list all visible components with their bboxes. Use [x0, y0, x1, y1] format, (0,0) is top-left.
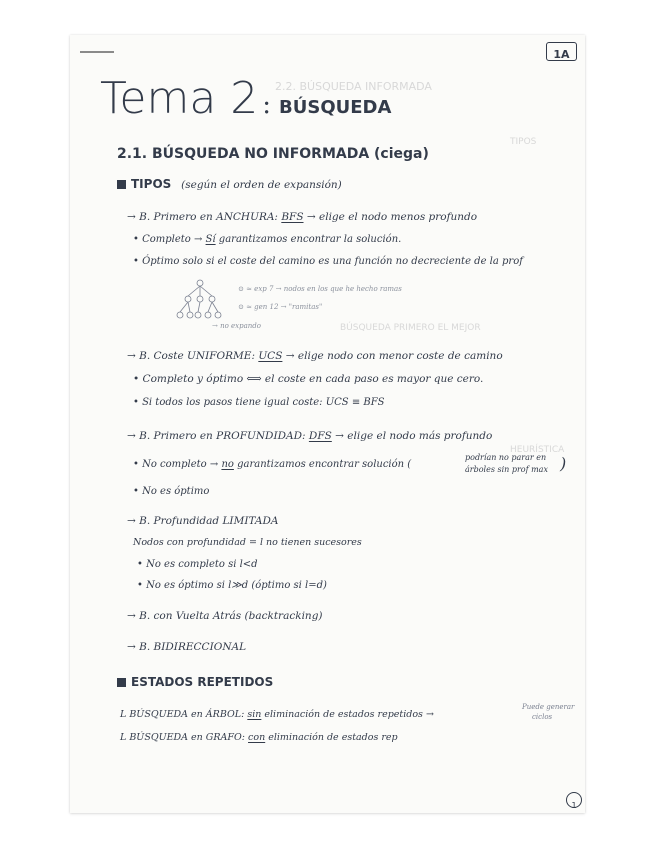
limitada-title: → B. Profundidad LIMITADA [127, 515, 279, 527]
dfs-note-1: podrían no parar en [465, 453, 547, 462]
ucs-note-1: • Completo y óptimo ⟺ el coste en cada paso es mayor que cero. [133, 373, 484, 385]
diagram-note-exp: ⊙ ≈ exp 7 → nodos en los que he hecho ramas [238, 285, 402, 293]
bfs-line [127, 211, 477, 223]
bfs-completo-si: Sí [205, 234, 216, 245]
header-label: 1A [553, 48, 570, 61]
dfs-no-completo-label: • No completo → [133, 459, 219, 470]
ucs-acronym: UCS [258, 350, 283, 362]
arbol-sin: sin [247, 709, 262, 720]
tipos-heading [117, 177, 342, 191]
square-bullet-icon [117, 180, 126, 189]
page-number: 1 [571, 801, 577, 810]
tipos-title: TIPOS [131, 177, 172, 191]
arbol-note-1: Puede generar [522, 703, 575, 711]
square-bullet-icon [117, 678, 126, 687]
page-edge-mark [80, 51, 114, 53]
ucs-prefix: → B. Coste UNIFORME: [127, 350, 255, 362]
dfs-no-optimo: • No es óptimo [133, 486, 210, 497]
estados-title: ESTADOS REPETIDOS [131, 675, 274, 689]
bleed-text: 2.2. BÚSQUEDA INFORMADA [275, 80, 432, 93]
header-label-box [546, 42, 577, 61]
tipos-subtitle: (según el orden de expansión) [181, 179, 342, 191]
estados-heading [117, 675, 273, 689]
grafo-label: L BÚSQUEDA en GRAFO: [120, 732, 245, 743]
grafo-con: con [248, 732, 266, 743]
bfs-prefix: → B. Primero en ANCHURA: [127, 211, 278, 223]
dfs-prefix: → B. Primero en PROFUNDIDAD: [127, 430, 306, 442]
dfs-rest: → elige el nodo más profundo [335, 430, 493, 442]
page-number-circle [566, 792, 582, 808]
bidireccional-line: → B. BIDIRECCIONAL [127, 641, 247, 653]
bleed-text: BÚSQUEDA PRIMERO EL MEJOR [340, 323, 481, 333]
bfs-completo [133, 234, 401, 245]
arbol-text: eliminación de estados repetidos → [264, 709, 434, 720]
grafo-line [120, 732, 398, 743]
arbol-label: L BÚSQUEDA en ÁRBOL: [120, 709, 245, 720]
dfs-note-2: árboles sin prof max [465, 465, 548, 474]
limitada-line-1: Nodos con profundidad = l no tienen sucesores [133, 537, 362, 548]
dfs-line [127, 430, 492, 442]
bfs-optimo: • Óptimo solo si el coste del camino es una función no decreciente de la prof [133, 256, 523, 267]
bleed-text: TIPOS [510, 137, 537, 147]
notebook-page [70, 35, 585, 813]
bfs-acronym: BFS [281, 211, 304, 223]
title-tema: Tema 2 [100, 73, 259, 124]
dfs-no-completo-text: garantizamos encontrar solución ( [237, 459, 412, 470]
ucs-rest: → elige nodo con menor coste de camino [285, 350, 503, 362]
bfs-completo-text: garantizamos encontrar la solución. [218, 234, 402, 245]
dfs-note-close: ) [560, 454, 567, 473]
ucs-line [127, 350, 503, 362]
title-subject: BÚSQUEDA [279, 97, 392, 118]
diagram-note-gen: ⊙ ≈ gen 12 → "ramitas" [238, 303, 323, 311]
title-separator: : [262, 90, 272, 120]
section-heading: 2.1. BÚSQUEDA NO INFORMADA (ciega) [117, 146, 429, 162]
diagram-note-noexp: → no expando [212, 322, 261, 330]
bfs-completo-label: • Completo → [133, 234, 203, 245]
page-title [100, 73, 391, 124]
ucs-note-2: • Si todos los pasos tiene igual coste: UCS ≡ BFS [133, 397, 385, 408]
arbol-note-2: ciclos [532, 713, 553, 721]
limitada-line-2: • No es completo si l<d [137, 559, 258, 570]
dfs-no: no [221, 459, 234, 470]
bfs-tree-diagram [170, 278, 228, 328]
dfs-no-completo [133, 459, 411, 470]
limitada-line-3: • No es óptimo si l≫d (óptimo si l=d) [137, 580, 327, 591]
grafo-text: eliminación de estados rep [268, 732, 398, 743]
backtracking-line: → B. con Vuelta Atrás (backtracking) [127, 610, 323, 622]
bfs-rest: → elige el nodo menos profundo [306, 211, 478, 223]
dfs-acronym: DFS [308, 430, 332, 442]
bleed-text: HEURÍSTICA [510, 445, 565, 455]
arbol-line [120, 709, 434, 720]
